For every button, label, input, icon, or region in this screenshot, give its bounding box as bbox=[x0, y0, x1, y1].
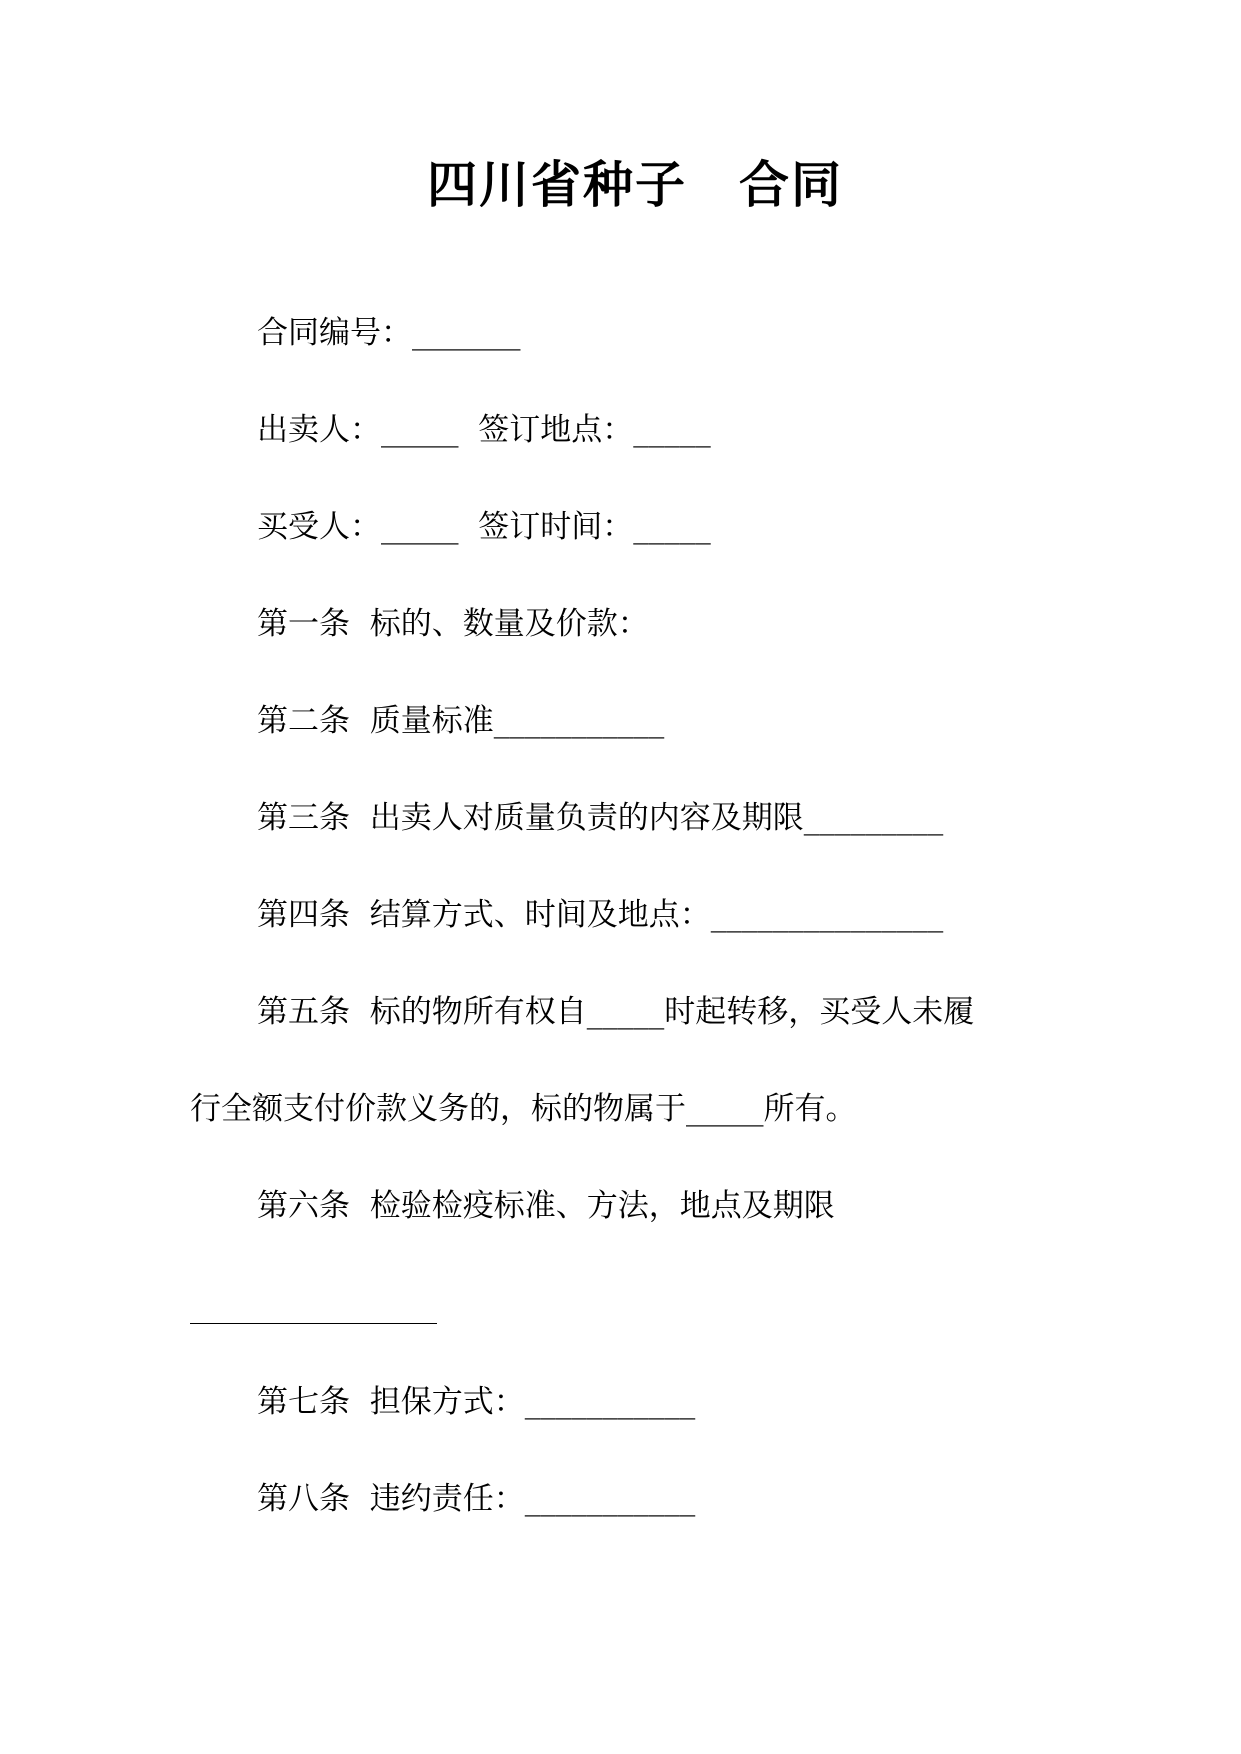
article-8-line: 第八条 违约责任：___________ bbox=[257, 1481, 696, 1517]
article-3-line: 第三条 出卖人对质量负责的内容及期限_________ bbox=[257, 800, 944, 836]
article-2-line: 第二条 质量标准___________ bbox=[257, 703, 665, 739]
article-6-line: 第六条 检验检疫标准、方法，地点及期限 bbox=[257, 1188, 835, 1224]
article-4-line: 第四条 结算方式、时间及地点：_______________ bbox=[257, 897, 944, 933]
seller-and-signing-place-line: 出卖人：_____ 签订地点：_____ bbox=[257, 412, 711, 448]
article-1-line: 第一条 标的、数量及价款： bbox=[257, 606, 649, 642]
article-7-line: 第七条 担保方式：___________ bbox=[257, 1384, 696, 1420]
contract-number-line: 合同编号：_______ bbox=[257, 315, 521, 351]
article-5-line: 第五条 标的物所有权自_____时起转移，买受人未履 bbox=[257, 994, 975, 1030]
article-5-continuation-line: 行全额支付价款义务的，标的物属于_____所有。 bbox=[190, 1091, 857, 1127]
article-6-blank-rule bbox=[190, 1323, 437, 1324]
document-title: 四川省种子 合同 bbox=[427, 156, 843, 214]
buyer-and-signing-time-line: 买受人：_____ 签订时间：_____ bbox=[257, 509, 711, 545]
